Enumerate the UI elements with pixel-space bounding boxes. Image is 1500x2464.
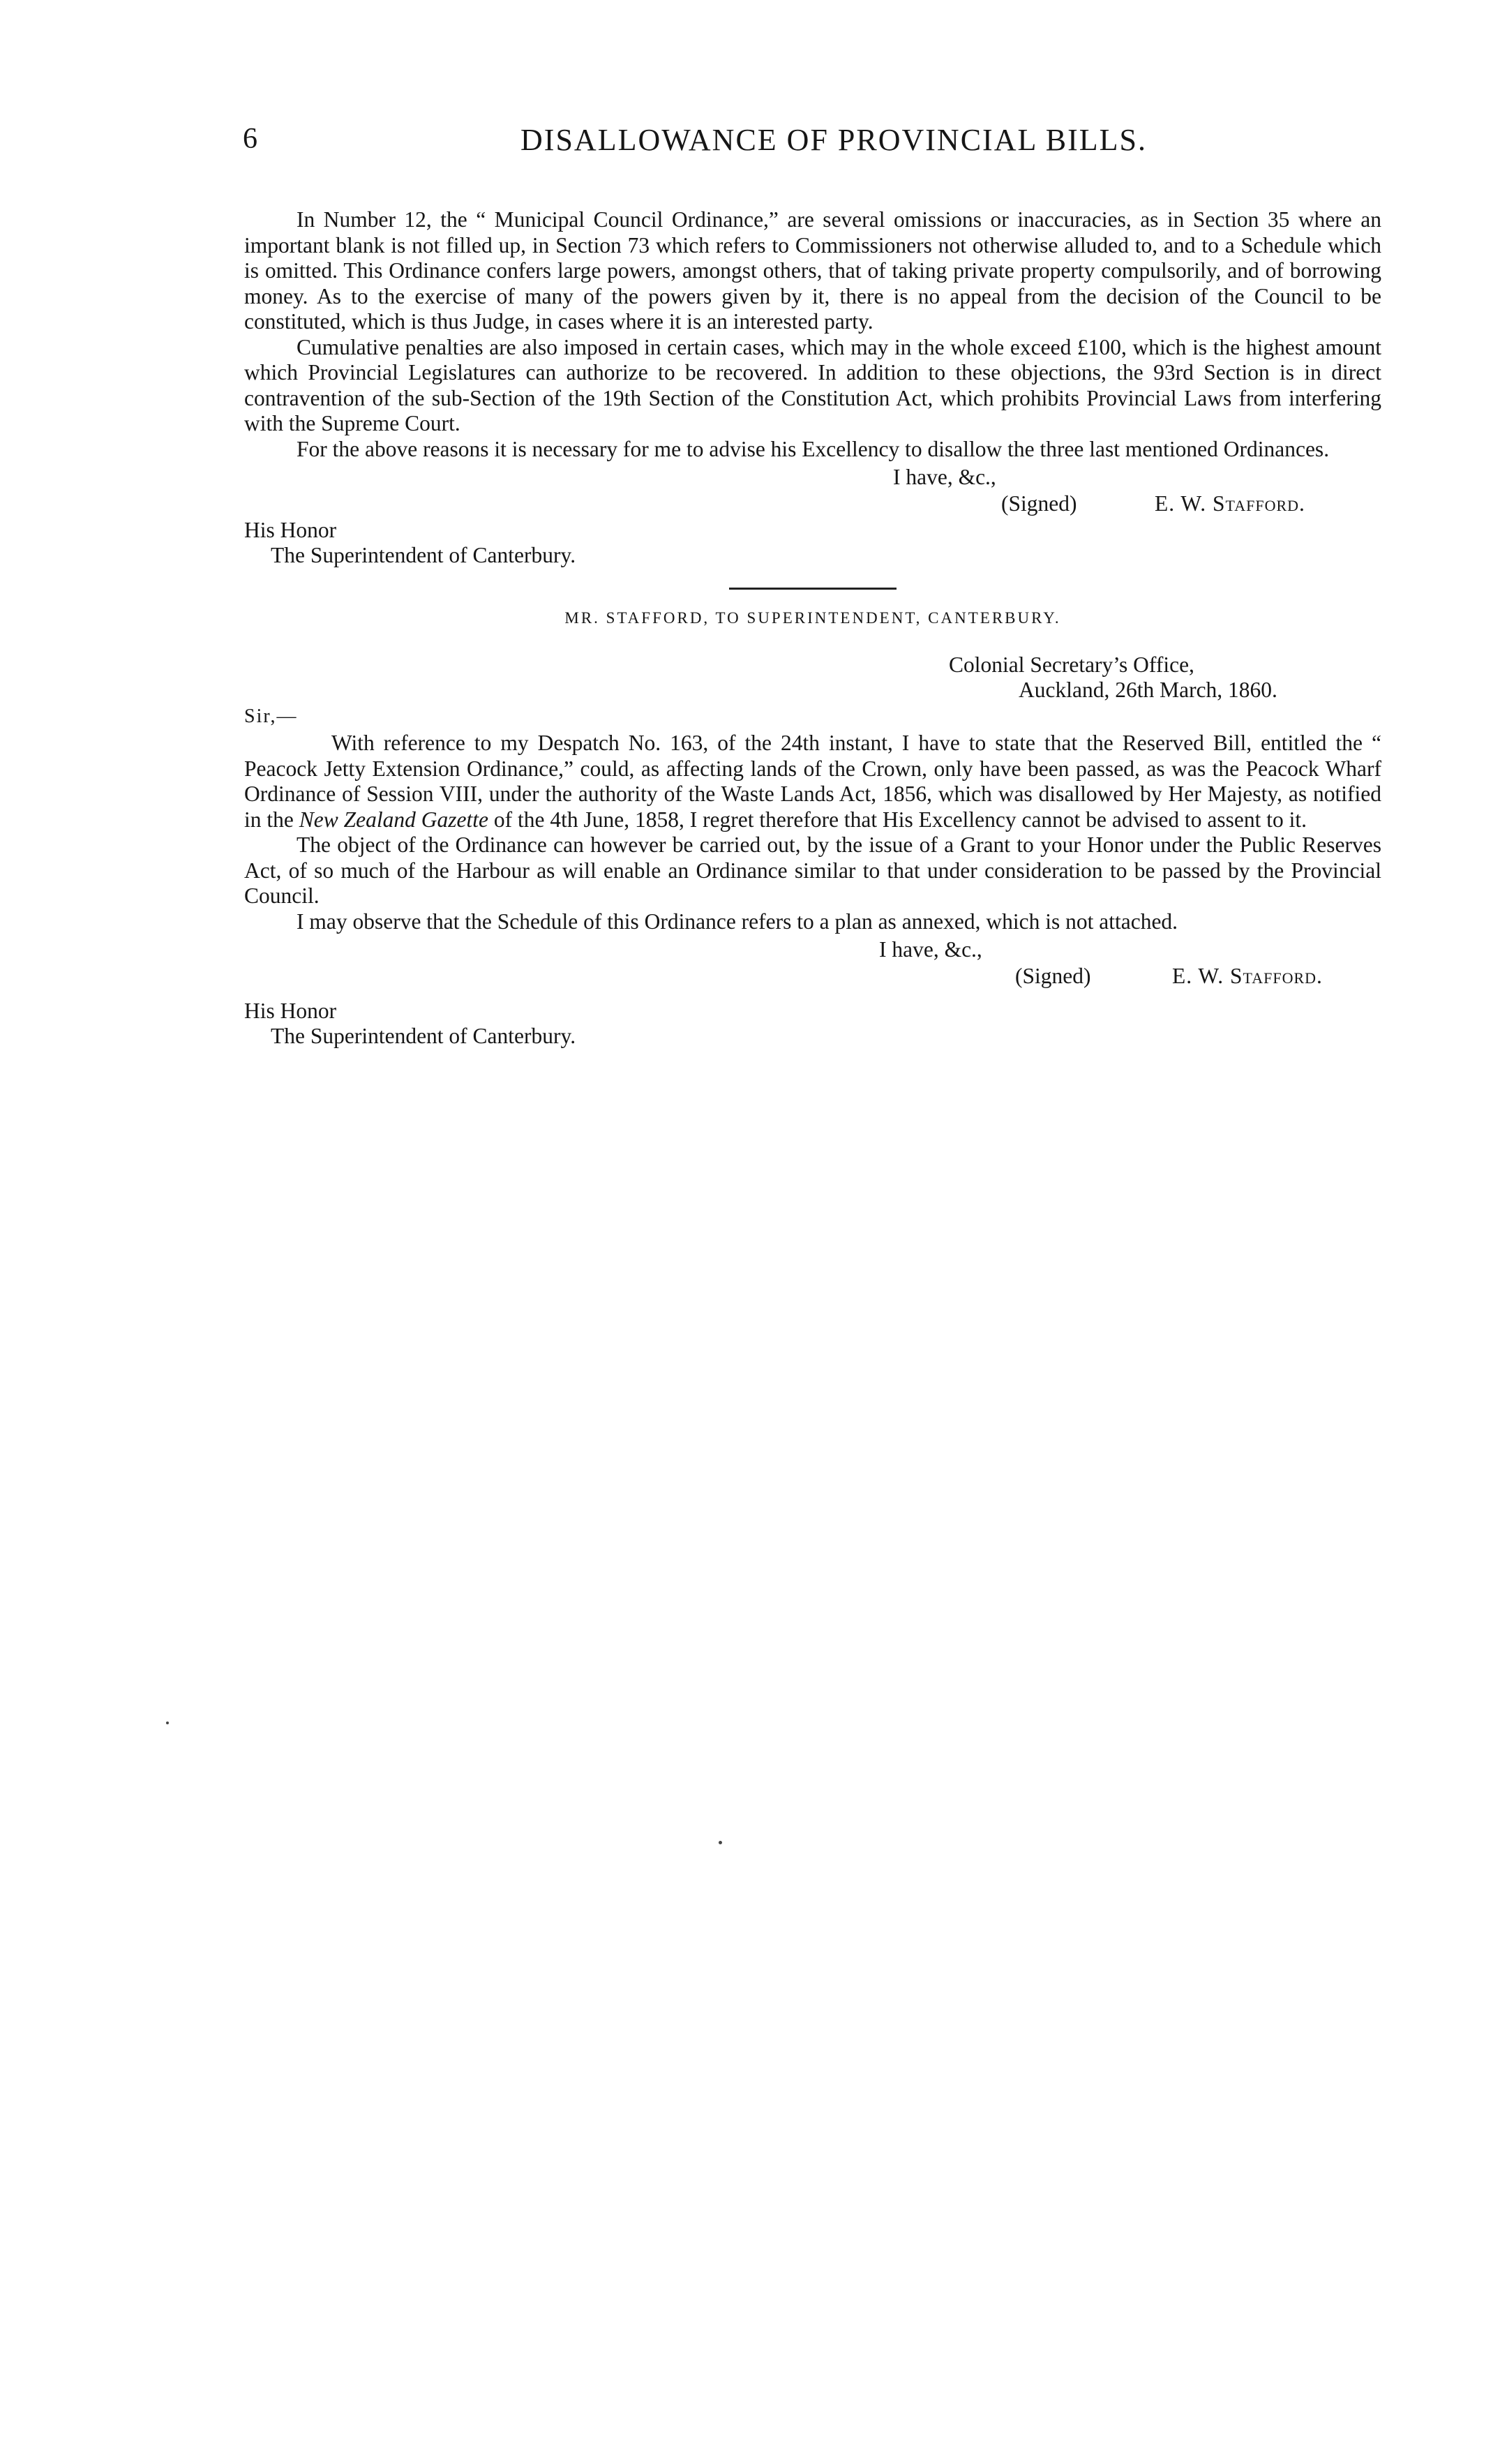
- page-header: [244, 115, 1381, 171]
- letter1-paragraph-2: Cumulative penalties are also imposed in certain cases, which may in the whole exceed £100, which is the highest amount which Provincial Legislatures can authorize to be recovered. In addition to these objections, the 93rd Section is in direct contravention of the sub-Section of the 19th Section of the Constitution Act, which prohibits Provincial Laws from interfering with the Supreme Court.: [244, 334, 1381, 435]
- letter1-signature-block: [244, 462, 1381, 521]
- addressee-title: His Honor: [244, 999, 337, 1023]
- addressee-name: The Superintendent of Canterbury.: [271, 1024, 576, 1048]
- letter2-dateline: [949, 652, 1381, 703]
- letter2-date: Auckland, 26th March, 1860.: [1019, 678, 1277, 702]
- addressee-title: His Honor: [244, 518, 337, 542]
- running-head: DISALLOWANCE OF PROVINCIAL BILLS.: [520, 123, 1147, 157]
- document-page: [244, 115, 1381, 1049]
- letter-1: [244, 207, 1381, 568]
- letter2-signature-block: [244, 934, 1381, 993]
- letter2-addressee: [244, 999, 1381, 1049]
- letter2-caption: MR. STAFFORD, TO SUPERINTENDENT, CANTERBURY.: [564, 609, 1061, 627]
- letter1-addressee: [244, 518, 1381, 568]
- letter2-paragraph-1: With reference to my Despatch No. 163, of the 24th instant, I have to state that the Reserved Bill, entitled the “ Peacock Jetty Extension Ordinance,” could, as affecting lands of the Crown, only have been passed, as was the Peacock Wharf Ordinance of Session VIII, under the authority of the Waste Lands Act, 1856, which was disallowed by Her Majesty, as notified in the New Zealand Gazette of the 4th June, 1858, I regret therefore that His Excellency cannot be advised to assent to it.: [244, 731, 1381, 832]
- letter1-closing: I have, &c.,: [893, 465, 996, 489]
- letter2-place: Colonial Secretary’s Office,: [949, 652, 1194, 677]
- letter1-signed: (Signed): [1001, 491, 1077, 516]
- letter1-signer: E. W. Stafford.: [1155, 491, 1305, 516]
- letter2-closing: I have, &c.,: [879, 937, 982, 962]
- scan-speck: [719, 1841, 722, 1844]
- scan-speck: [166, 1722, 169, 1724]
- letter2-salutation: Sir,—: [244, 705, 298, 727]
- letter2-paragraph-3: I may observe that the Schedule of this Ordinance refers to a plan as annexed, which is not attached.: [297, 909, 1178, 934]
- letter2-signed: (Signed): [1015, 964, 1091, 988]
- letter2-paragraph-2: The object of the Ordinance can however be carried out, by the issue of a Grant to your Honor under the Public Reserves Act, of so much of the Harbour as will enable an Ordinance similar to that under consideration to be passed by the Provincial Council.: [244, 832, 1381, 908]
- letter2-signer: E. W. Stafford.: [1172, 964, 1323, 988]
- addressee-name: The Superintendent of Canterbury.: [271, 543, 576, 567]
- page-number: 6: [243, 123, 257, 155]
- letter-2: [244, 609, 1381, 1049]
- letter1-paragraph-1: In Number 12, the “ Municipal Council Ordinance,” are several omissions or inaccuracies, as in Section 35 where an important blank is not filled up, in Section 73 which refers to Commissioners not otherwise alluded to, and to a Schedule which is omitted. This Ordinance confers large powers, amongst others, that of taking private property compulsorily, and of borrowing money. As to the exercise of many of the powers given by it, there is no appeal from the decision of the Council to be constituted, which is thus Judge, in cases where it is an interested party.: [244, 207, 1381, 334]
- letter1-paragraph-3: For the above reasons it is necessary for me to advise his Excellency to disallow the three last mentioned Ordinances.: [297, 436, 1330, 461]
